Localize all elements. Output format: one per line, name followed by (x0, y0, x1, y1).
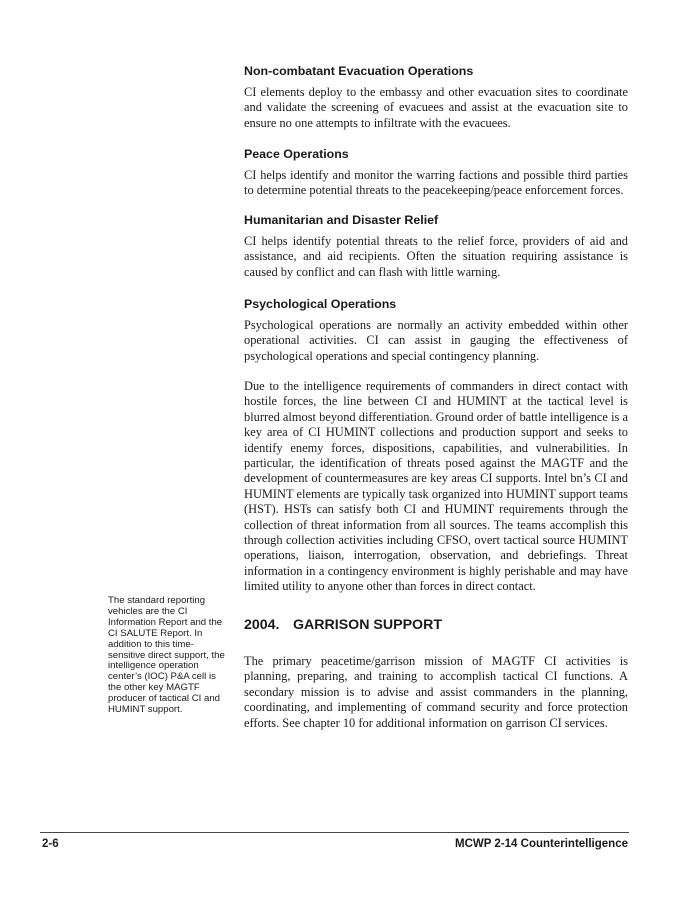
section-peace-operations (244, 147, 628, 199)
section-body: CI helps identify potential threats to the relief force, providers of aid and assistance, and aid recipients. Often the situation requiring assistance is caused by conflict and can flash with little warning. (244, 234, 628, 279)
chapter-section-heading (244, 617, 628, 633)
footer-divider (40, 832, 629, 833)
garrison-paragraph: The primary peacetime/garrison mission of MAGTF CI activities is planning, preparing, and training to accomplish tactical CI functions. A secondary mission is to advise and assist commanders in the planning, coordinating, and implementing of command security and force protection efforts. See chapter 10 for additional information on garrison CI services. (244, 654, 628, 730)
section-body: CI helps identify and monitor the warring factions and possible third parties to determine potential threats to the peacekeeping/peace enforcement forces. (244, 168, 628, 198)
section-title: GARRISON SUPPORT (293, 617, 442, 633)
section-heading: Peace Operations (244, 147, 349, 161)
section-body: Psychological operations are normally an activity embedded within other operational activities. CI can assist in gauging the effectiveness of psychological operations and special contingency planning. (244, 318, 628, 363)
section-humanitarian-relief (244, 213, 628, 280)
publication-title: MCWP 2-14 Counterintelligence (455, 838, 628, 850)
section-heading: Psychological Operations (244, 297, 397, 311)
margin-note: The standard reporting vehicles are the CI Information Report and the CI SALUTE Report. In addition to this time-sensitive direct support, the intelligence operation center’s (IOC) P&A cell is the other key MAGTF producer of tactical CI and HUMINT support. (108, 595, 225, 716)
page-number: 2-6 (42, 838, 59, 850)
section-noncombatant-evacuation (244, 64, 628, 131)
section-number: 2004. (244, 617, 280, 633)
section-heading: Non-combatant Evacuation Operations (244, 64, 474, 78)
section-body: CI elements deploy to the embassy and other evacuation sites to coordinate and validate the screening of evacuees and assist at the evacuation site to ensure no one attempts to infiltrate with the evacuees. (244, 85, 628, 130)
section-heading: Humanitarian and Disaster Relief (244, 213, 439, 227)
intel-paragraph: Due to the intelligence requirements of commanders in direct contact with hostile forces, the line between CI and HUMINT at the tactical level is blurred almost beyond differentiation. Ground order of battle intelligence is a key area of CI HUMINT collections and production support and seeks to identify enemy forces, dispositions, capabilities, and vulnerabilities. In particular, the identification of threats posed against the MAGTF and the development of countermeasures are key areas CI supports. Intel bn’s CI and HUMINT elements are typically task organized into HUMINT support teams (HST). HSTs can satisfy both CI and HUMINT requirements through the collection of threat information from all sources. The teams accomplish this through collection activities including CFSO, overt tactical source HUMINT operations, liaison, interrogation, observation, and debriefings. Threat information in a contingency environment is highly perishable and may have limited utility to anyone other than forces in direct contact. (244, 379, 628, 594)
section-psychological-operations (244, 297, 628, 364)
